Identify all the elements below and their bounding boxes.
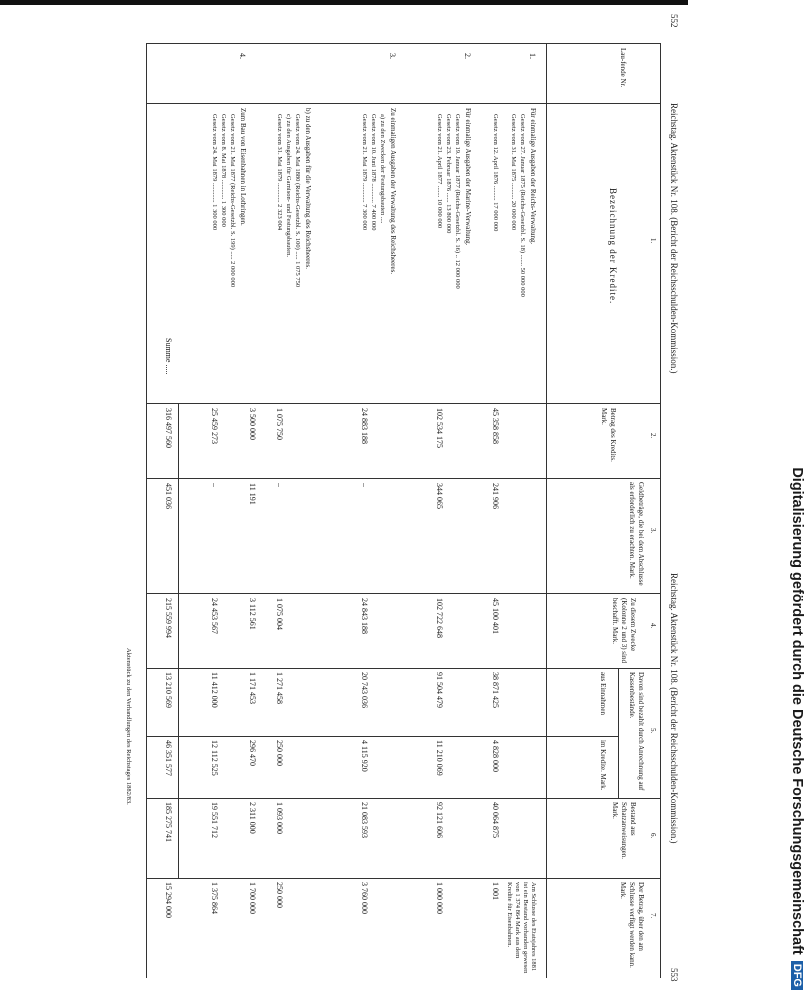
row-detail-line: Gesetz vom 27. Januar 1875 (Reichs-Gesetzbl. S. 18) ....... 50 000 000 bbox=[519, 114, 526, 297]
row-einnahmen: 1 171 453 bbox=[248, 672, 257, 704]
total-einnahmen: 13 210 569 bbox=[164, 672, 173, 708]
row-bestand: 2 311 000 bbox=[248, 802, 257, 834]
row-kredite: 4 115 920 bbox=[360, 740, 369, 772]
col-header-verfuegung: Der Betrag, über den am Schlusse verfügt werden kann. Mark. bbox=[619, 882, 645, 968]
row-amount: 24 883 188 bbox=[360, 408, 369, 444]
row-geldbetraege: 344 065 bbox=[435, 483, 444, 509]
scanned-page bbox=[0, 8, 687, 998]
row-detail-line: Gesetz vom 31. Mai 1875 .......... 20 000 000 bbox=[510, 114, 517, 231]
col-line-3 bbox=[147, 478, 661, 479]
row-einnahmen: 91 504 479 bbox=[435, 672, 444, 708]
row-detail-line: Gesetz vom 19. Januar 1877 (Reichs-Gesetzbl. S. 16) .. 12 000 000 bbox=[454, 114, 461, 289]
col-line-2 bbox=[147, 403, 661, 404]
row-beschafft: 24 843 188 bbox=[360, 598, 369, 634]
row-beschafft: 45 100 401 bbox=[491, 598, 500, 634]
row-geldbetraege: – bbox=[360, 483, 369, 487]
col-header-betrag: Betrag des Kredits. Mark. bbox=[600, 408, 617, 462]
row-bestand: 40 064 875 bbox=[491, 802, 500, 838]
row-kredite: 296 470 bbox=[248, 740, 257, 766]
col-num-1: 1. bbox=[649, 238, 657, 244]
row-bestand: 1 093 000 bbox=[275, 802, 284, 834]
page-number-right: 553 bbox=[669, 968, 679, 982]
rotated-table-spread bbox=[0, 8, 687, 998]
row-verfuegung: 1 375 864 bbox=[210, 882, 219, 914]
total-verfuegung: 15 294 000 bbox=[164, 882, 173, 918]
row-title: Zu einmaligen Ausgaben der Verwaltung des Reichsheeres. bbox=[389, 108, 397, 275]
col-subheader-kredite: im Kredite. Mark. bbox=[599, 740, 607, 791]
total-label: Summe ..... bbox=[164, 338, 173, 375]
col-header-kredite: Bezeichnung der Kredite. bbox=[608, 188, 618, 305]
table-top-rule bbox=[660, 43, 661, 978]
dfg-stamp bbox=[688, 0, 806, 990]
total-kredite: 46 351 577 bbox=[164, 740, 173, 776]
col-num-7: 7. bbox=[649, 913, 657, 919]
row-amount: 102 534 175 bbox=[435, 408, 444, 448]
row-number: 1. bbox=[528, 53, 537, 59]
total-geldbetraege: 451 036 bbox=[164, 483, 173, 509]
dfg-credit-text: Digitalisierung gefördert durch die Deutsche Forschungsgemeinschaft bbox=[789, 467, 806, 955]
row-title: Für einmalige Ausgaben der Marine-Verwaltung. bbox=[464, 108, 472, 246]
row-geldbetraege: – bbox=[275, 483, 284, 487]
row-number: 4. bbox=[238, 53, 247, 59]
row-detail-line: Gesetz vom 24. Mai 1879 ............ 1 300 000 bbox=[211, 114, 218, 231]
col-header-beschafft: Zu diesem Zwecke (Kolonne 2 und 3) sind beschafft. Mark. bbox=[611, 598, 637, 663]
row-detail-line: Gesetz vom 21. Mai 1877 (Reichs-Gesetzbl. S. 199) ..... 2 000 000 bbox=[229, 114, 236, 288]
row-amount: 1 075 750 bbox=[275, 408, 284, 440]
col-num-2: 2. bbox=[649, 433, 657, 439]
row-number: 3. bbox=[388, 53, 397, 59]
row-verfuegung: 1 001 bbox=[491, 882, 500, 900]
row-detail-line: Gesetz vom 23. Februar 1876 ...... 13 800 000 bbox=[445, 114, 452, 234]
header-bottom-rule bbox=[546, 43, 547, 978]
table-bottom-rule bbox=[146, 43, 147, 978]
row-detail-line: Gesetz vom 21. April 1877 ....... 10 000 000 bbox=[436, 114, 443, 229]
row-verfuegung: 1 000 000 bbox=[435, 882, 444, 914]
col-header-bestand: Bestand aus Schatzanweisungen. Mark. bbox=[611, 802, 637, 859]
top-black-bar bbox=[0, 0, 707, 5]
row-bestand: 92 121 606 bbox=[435, 802, 444, 838]
row-detail-line: Gesetz vom 21. Mai 1879 ............ 7 300 000 bbox=[361, 114, 368, 231]
row-verfuegung: 3 760 000 bbox=[360, 882, 369, 914]
row-geldbetraege: – bbox=[210, 483, 219, 487]
row-title: Zum Bau von Eisenbahnen in Lothringen. bbox=[239, 108, 247, 226]
total-bestand: 185 275 741 bbox=[164, 802, 173, 842]
col-line-6a bbox=[147, 736, 619, 737]
row-geldbetraege: 241 906 bbox=[491, 483, 500, 509]
col-header-geldbetraege: Geldbeträge, die bei dem Abschlusse als erforderlich zu erachten. Mark. bbox=[628, 482, 645, 586]
footnote: Aktenstück zu den Verhandlungen des Reichstages 1882/83. bbox=[125, 648, 132, 805]
row-beschafft: 24 453 567 bbox=[210, 598, 219, 634]
col-header-bezahlt: Davon sind bezahlt durch Anrechnung auf Kassenbestände. bbox=[628, 672, 645, 791]
col-num-3: 3. bbox=[649, 528, 657, 534]
col-line-5 bbox=[147, 668, 661, 669]
col-num-6: 6. bbox=[649, 833, 657, 839]
total-beschafft: 215 559 994 bbox=[164, 598, 173, 638]
col-line-6 bbox=[147, 798, 661, 799]
sum-rule bbox=[178, 403, 179, 878]
row-kredite: 12 112 525 bbox=[210, 740, 219, 776]
row-detail-line: Gesetz vom 10. Juni 1878 ............ 7 400 000 bbox=[370, 114, 377, 231]
row-einnahmen: 1 271 458 bbox=[275, 672, 284, 704]
row-amount: 45 358 858 bbox=[491, 408, 500, 444]
row-title: b) zu den Ausgaben für die Verwaltung des Reichsheeres. bbox=[304, 108, 312, 270]
row-beschafft: 1 075 004 bbox=[275, 598, 284, 630]
row-beschafft: 3 112 561 bbox=[248, 598, 257, 630]
row-amount: 25 459 273 bbox=[210, 408, 219, 444]
row-number: 2. bbox=[463, 53, 472, 59]
row-kredite: 4 828 000 bbox=[491, 740, 500, 772]
row-verfuegung: 250 000 bbox=[275, 882, 284, 908]
row-einnahmen: 11 412 000 bbox=[210, 672, 219, 708]
col-num-5: 5. bbox=[649, 728, 657, 734]
dfg-logo: DFG bbox=[792, 961, 804, 990]
col-num-4: 4. bbox=[649, 623, 657, 629]
col-line-1 bbox=[147, 103, 661, 104]
col-subheader-einnahmen: aus Einnahmen bbox=[599, 672, 607, 715]
col-line-7 bbox=[147, 878, 661, 879]
col-line-0 bbox=[147, 43, 661, 44]
row-detail-line: Gesetz vom 31. Mai 1879 ............ 2 323 004 bbox=[276, 114, 283, 231]
row-einnahmen: 20 743 036 bbox=[360, 672, 369, 708]
row-einnahmen: 38 871 425 bbox=[491, 672, 500, 708]
subhead-rule bbox=[618, 668, 619, 798]
header-right-title: Reichstag. Aktenstück Nr. 108. (Bericht der Reichsschulden-Kommission.) bbox=[669, 573, 679, 844]
row-kredite: 11 210 069 bbox=[435, 740, 444, 776]
row-verfuegung: 1 700 000 bbox=[248, 882, 257, 914]
remark-text: Am Schlusse des Etatsjahres 1881 ist ein Bestand vorhanden gewesen von 1 374 864 Mark aus dem Kredite für Eisenbahnen. bbox=[506, 882, 537, 974]
row-bestand: 19 551 712 bbox=[210, 802, 219, 838]
row-detail-line: Gesetz vom 8. Mai 1878 ............ 1 300 000 bbox=[220, 114, 227, 227]
row-title: Für einmalige Ausgaben der Reichs-Verwaltung. bbox=[529, 108, 537, 245]
row-detail-line: Gesetz vom 24. Mai 1880 (Reichs-Gesetzbl. S. 100) ..... 1 075 750 bbox=[294, 114, 301, 288]
row-detail-line: c) zu den Ausgaben für Garnison- und Festungsbauten. bbox=[285, 114, 292, 257]
col-header-no: Lau-fende Nr. bbox=[619, 48, 627, 88]
row-bestand: 21 083 593 bbox=[360, 802, 369, 838]
row-detail-line: Gesetz vom 12. April 1876 ......... 17 000 000 bbox=[492, 114, 499, 232]
col-line-4 bbox=[147, 593, 661, 594]
total-amount: 316 497 560 bbox=[164, 408, 173, 448]
row-amount: 3 500 000 bbox=[248, 408, 257, 440]
row-geldbetraege: 11 191 bbox=[248, 483, 257, 505]
header-left-title: Reichstag. Aktenstück Nr. 108. (Bericht der Reichsschulden-Kommission.) bbox=[669, 103, 679, 374]
row-beschafft: 102 722 648 bbox=[435, 598, 444, 638]
page-number-left: 552 bbox=[669, 14, 679, 28]
row-kredite: 250 000 bbox=[275, 740, 284, 766]
row-detail-line: a) zu den Zwecken der Festungsbauten .... bbox=[379, 114, 386, 224]
